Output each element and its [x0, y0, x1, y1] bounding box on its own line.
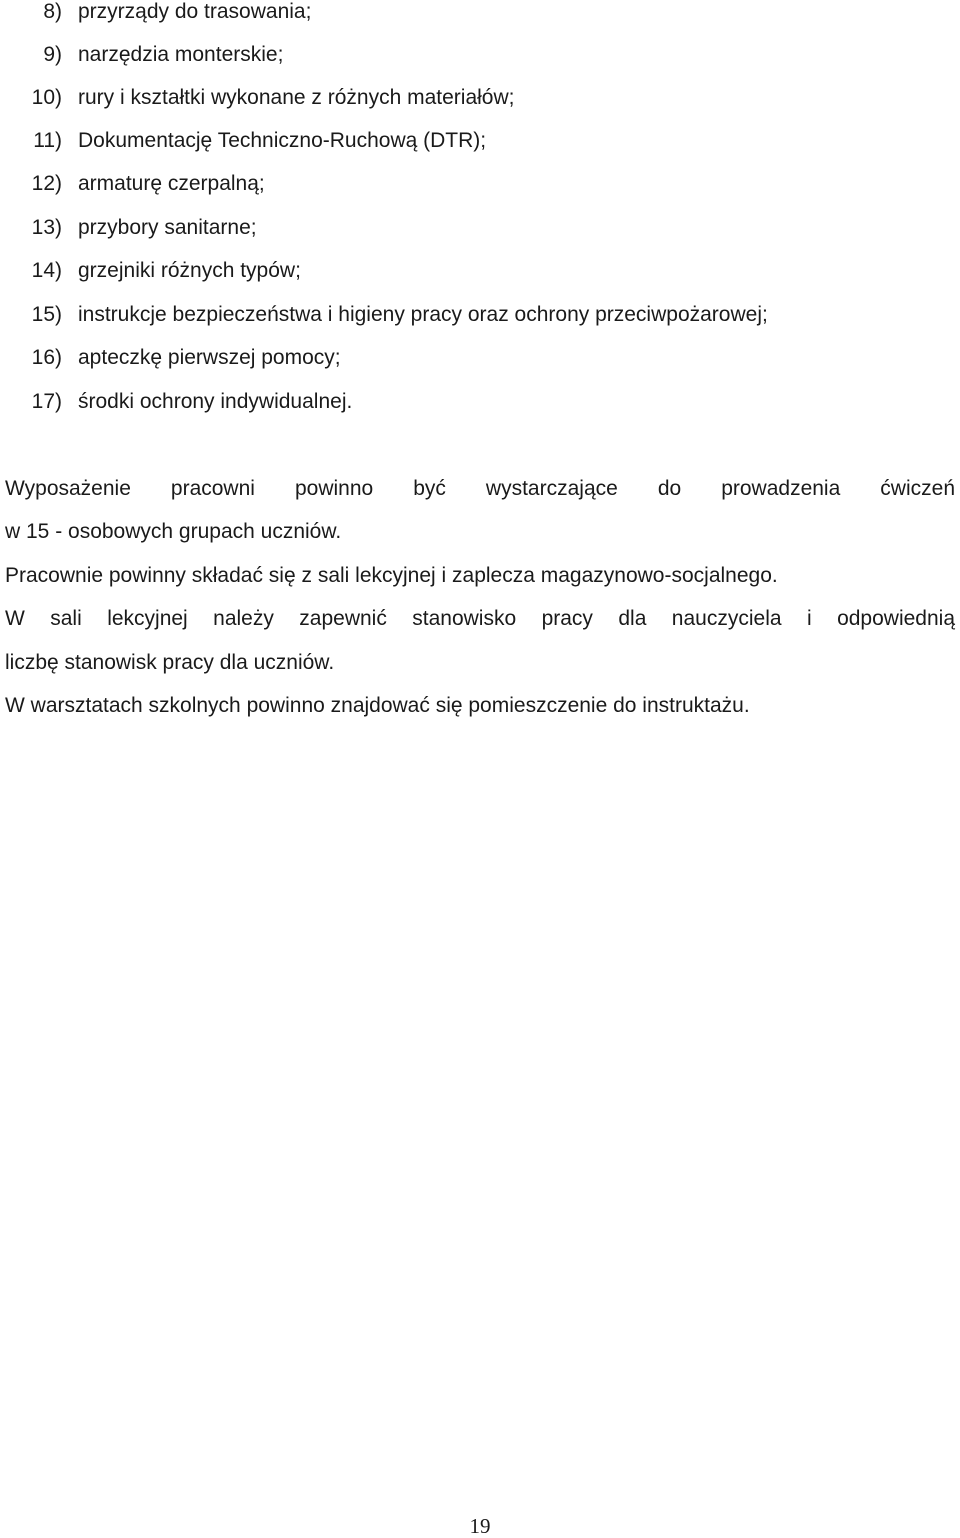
list-item-number: 8): [43, 0, 62, 23]
list-item-text: przyrządy do trasowania;: [78, 0, 312, 23]
list-item-text: przybory sanitarne;: [78, 216, 257, 239]
list-item-number: 17): [31, 390, 62, 413]
paragraph-classroom-line-2: liczbę stanowisk pracy dla uczniów.: [5, 651, 335, 674]
paragraph-workshops: W warsztatach szkolnych powinno znajdować się pomieszczenie do instruktażu.: [5, 694, 750, 717]
list-item-number: 12): [31, 172, 62, 195]
list-item-number: 13): [31, 216, 62, 239]
paragraph-equipment-line-1: Wyposażenie pracowni powinno być wystarczające do prowadzenia ćwiczeń: [5, 477, 955, 500]
page-number: 19: [469, 1514, 491, 1538]
list-item-text: rury i kształtki wykonane z różnych materiałów;: [78, 86, 515, 109]
paragraph-rooms: Pracownie powinny składać się z sali lekcyjnej i zaplecza magazynowo-socjalnego.: [5, 564, 778, 587]
paragraph-classroom-line-1: W sali lekcyjnej należy zapewnić stanowisko pracy dla nauczyciela i odpowiednią: [5, 607, 955, 630]
paragraph-equipment-line-2: w 15 - osobowych grupach uczniów.: [5, 520, 342, 543]
list-item-text: Dokumentację Techniczno-Ruchową (DTR);: [78, 129, 487, 152]
list-item-text: środki ochrony indywidualnej.: [78, 390, 353, 413]
list-item-number: 10): [31, 86, 62, 109]
list-item-number: 15): [31, 303, 62, 326]
list-item-number: 16): [31, 346, 62, 369]
list-item-number: 14): [31, 259, 62, 282]
list-item-text: grzejniki różnych typów;: [78, 259, 301, 282]
list-item-number: 9): [43, 43, 62, 66]
list-item-text: armaturę czerpalną;: [78, 172, 265, 195]
list-item-number: 11): [33, 129, 62, 152]
list-item-text: narzędzia monterskie;: [78, 43, 284, 66]
list-item-text: instrukcje bezpieczeństwa i higieny pracy oraz ochrony przeciwpożarowej;: [78, 303, 768, 326]
list-item-text: apteczkę pierwszej pomocy;: [78, 346, 341, 369]
